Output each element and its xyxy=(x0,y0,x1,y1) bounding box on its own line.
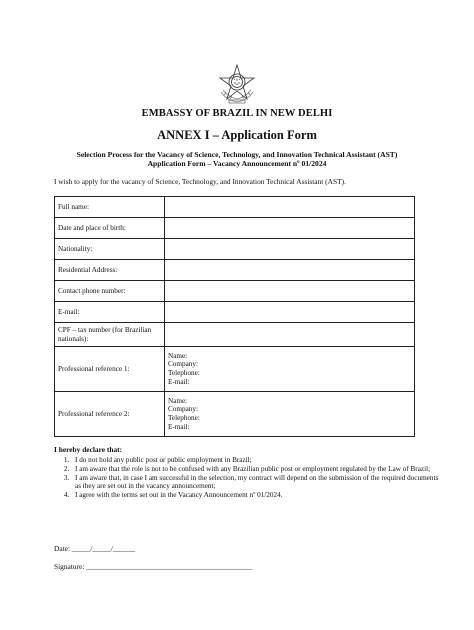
list-item: 4. I agree with the terms set out in the Vacancy Announcement nº 01/2024. xyxy=(71,491,446,500)
list-item: 3. I am aware that, in case I am successful in the selection, my contract will depend on the submission of the required documents as they are set out in the vacancy announcement; xyxy=(71,474,446,492)
brazil-coat-of-arms-icon xyxy=(216,62,258,104)
address-field[interactable] xyxy=(165,260,415,281)
subtitle-line-1: Selection Process for the Vacancy of Science, Technology, and Innovation Technical Assistant (AST) xyxy=(76,150,398,159)
table-row xyxy=(55,392,415,437)
reference-name-label: Name: xyxy=(168,396,188,405)
table-row xyxy=(55,239,415,260)
date-line[interactable]: Date: _____/_____/______ xyxy=(54,544,136,553)
table-row xyxy=(55,302,415,323)
reference-email-label: E-mail: xyxy=(168,422,190,431)
field-label: Residential Address: xyxy=(55,260,165,281)
table-row xyxy=(55,323,415,347)
field-label: E-mail: xyxy=(55,302,165,323)
email-field[interactable] xyxy=(165,302,415,323)
phone-field[interactable] xyxy=(165,281,415,302)
annex-title: ANNEX I – Application Form xyxy=(157,128,317,142)
birth-date-place-field[interactable] xyxy=(165,218,415,239)
full-name-field[interactable] xyxy=(165,197,415,218)
table-row xyxy=(55,281,415,302)
nationality-field[interactable] xyxy=(165,239,415,260)
reference-2-field[interactable] xyxy=(165,392,415,437)
field-label: Professional reference 1: xyxy=(55,347,165,392)
field-label: Full name: xyxy=(55,197,165,218)
signature-line[interactable]: Signature: _____________________________________________ xyxy=(54,562,253,571)
list-item: 2. I am aware that the role is not to be confused with any Brazilian public post or employment regulated by the Law of Brazil; xyxy=(71,465,446,474)
cpf-field[interactable] xyxy=(165,323,415,347)
embassy-name: EMBASSY OF BRAZIL IN NEW DELHI xyxy=(141,108,333,119)
field-label: Nationality: xyxy=(55,239,165,260)
reference-company-label: Company: xyxy=(168,360,198,369)
reference-1-field[interactable] xyxy=(165,347,415,392)
reference-name-label: Name: xyxy=(168,351,188,360)
subtitle-line-2: Application Form – Vacancy Announcement nº 01/2024 xyxy=(147,159,327,168)
field-label: Professional reference 2: xyxy=(55,392,165,437)
list-item: 1. I do not hold any public post or public employment in Brazil; xyxy=(71,456,446,465)
table-row xyxy=(55,197,415,218)
table-row xyxy=(55,260,415,281)
form-subtitle xyxy=(20,150,454,168)
field-label: Date and place of birth: xyxy=(55,218,165,239)
application-table xyxy=(54,196,415,437)
table-row xyxy=(55,347,415,392)
reference-telephone-label: Telephone: xyxy=(168,369,200,377)
declaration-heading: I hereby declare that: xyxy=(54,445,123,454)
reference-company-label: Company: xyxy=(168,405,198,414)
table-row xyxy=(55,218,415,239)
reference-email-label: E-mail: xyxy=(168,377,190,386)
intro-statement: I wish to apply for the vacancy of Science, Technology, and Innovation Technical Assistant (AST). xyxy=(54,177,346,186)
reference-telephone-label: Telephone: xyxy=(168,414,200,422)
field-label: Contact phone number: xyxy=(55,281,165,302)
field-label: CPF – tax number (for Brazilian nationals): xyxy=(55,323,165,347)
declaration-list xyxy=(54,456,446,500)
